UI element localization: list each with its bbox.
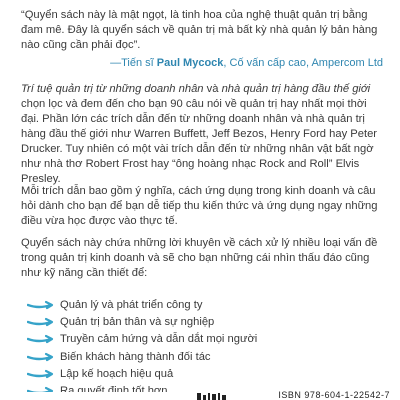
italic-title-2: nhà quản trị hàng đầu thế giới: [221, 83, 371, 95]
isbn-label: ISBN 978-604-1-22542-7: [278, 390, 390, 400]
list-item: [27, 313, 367, 330]
quote-attribution: [21, 56, 383, 71]
attribution-suffix: , Cố vấn cấp cao, Ampercom Ltd: [223, 57, 383, 69]
swoosh-arrow-icon: [27, 351, 54, 363]
intro-rest: chọn lọc và đem đến cho bạn 90 câu nói về quản trị hay nhất mọi thời đại. Phần lớn các trích dẫn đến từ những doanh nhân và nhà quản trị hàng đầu thế giới như Warren Buffett, Jeff Bezos, Henry Ford hay Peter Drucker. Tuy nhiên có một vài trích dẫn đến từ những nhân vật bất ngờ như nhà thơ Robert Frost hay “ông hoàng nhạc Rock and Roll” Elvis Presley.: [21, 98, 378, 185]
list-item-label: Truyền cảm hứng và dẫn dắt mọi người: [60, 333, 258, 346]
swoosh-arrow-icon: [27, 368, 54, 380]
swoosh-arrow-icon: [27, 316, 54, 328]
list-item: [27, 296, 367, 313]
list-item-label: Biến khách hàng thành đối tác: [60, 350, 211, 363]
list-item: [27, 365, 367, 382]
swoosh-arrow-icon: [27, 333, 54, 345]
list-item-label: Quản lý và phát triển công ty: [60, 298, 203, 311]
list-item: [27, 348, 367, 365]
qr-code-icon: [197, 392, 227, 400]
list-item-label: Lập kế hoạch hiệu quả: [60, 367, 174, 380]
attribution-name: Paul Mycock: [156, 57, 224, 69]
endorsement-quote: [21, 8, 383, 71]
swoosh-arrow-icon: [27, 299, 54, 311]
list-item-label: Quản trị bản thân và sự nghiệp: [60, 315, 215, 328]
intro-paragraph: [21, 82, 383, 187]
quote-text: “Quyển sách này là mật ngọt, là tinh hoa của nghệ thuật quản trị bằng đam mê. Đây là quyển sách về quản trị mà bất kỳ nhà quản lý bản hàng nào cũng cần phải đọc”.: [21, 9, 378, 51]
intro-connector: và: [203, 83, 222, 95]
structure-paragraph: Mỗi trích dẫn bao gồm ý nghĩa, cách ứng dụng trong kinh doanh và câu hỏi dành cho bạn để bạn dễ tiếp thu kiến thức và ứng dụng ngay những điều vừa học được vào thực tế.: [21, 185, 378, 227]
attribution-prefix: —Tiến sĩ: [110, 57, 157, 69]
list-item: [27, 331, 367, 348]
benefits-list: [27, 296, 367, 400]
benefits-intro-paragraph: Quyển sách này chứa những lời khuyên về cách xử lý nhiều loại vấn đề trong quản trị kinh doanh và sẽ cho bạn những cái nhìn thấu đáo cũng như kỹ năng cần thiết để:: [21, 237, 378, 279]
italic-title-1: Trí tuệ quản trị từ những doanh nhân: [21, 83, 204, 95]
